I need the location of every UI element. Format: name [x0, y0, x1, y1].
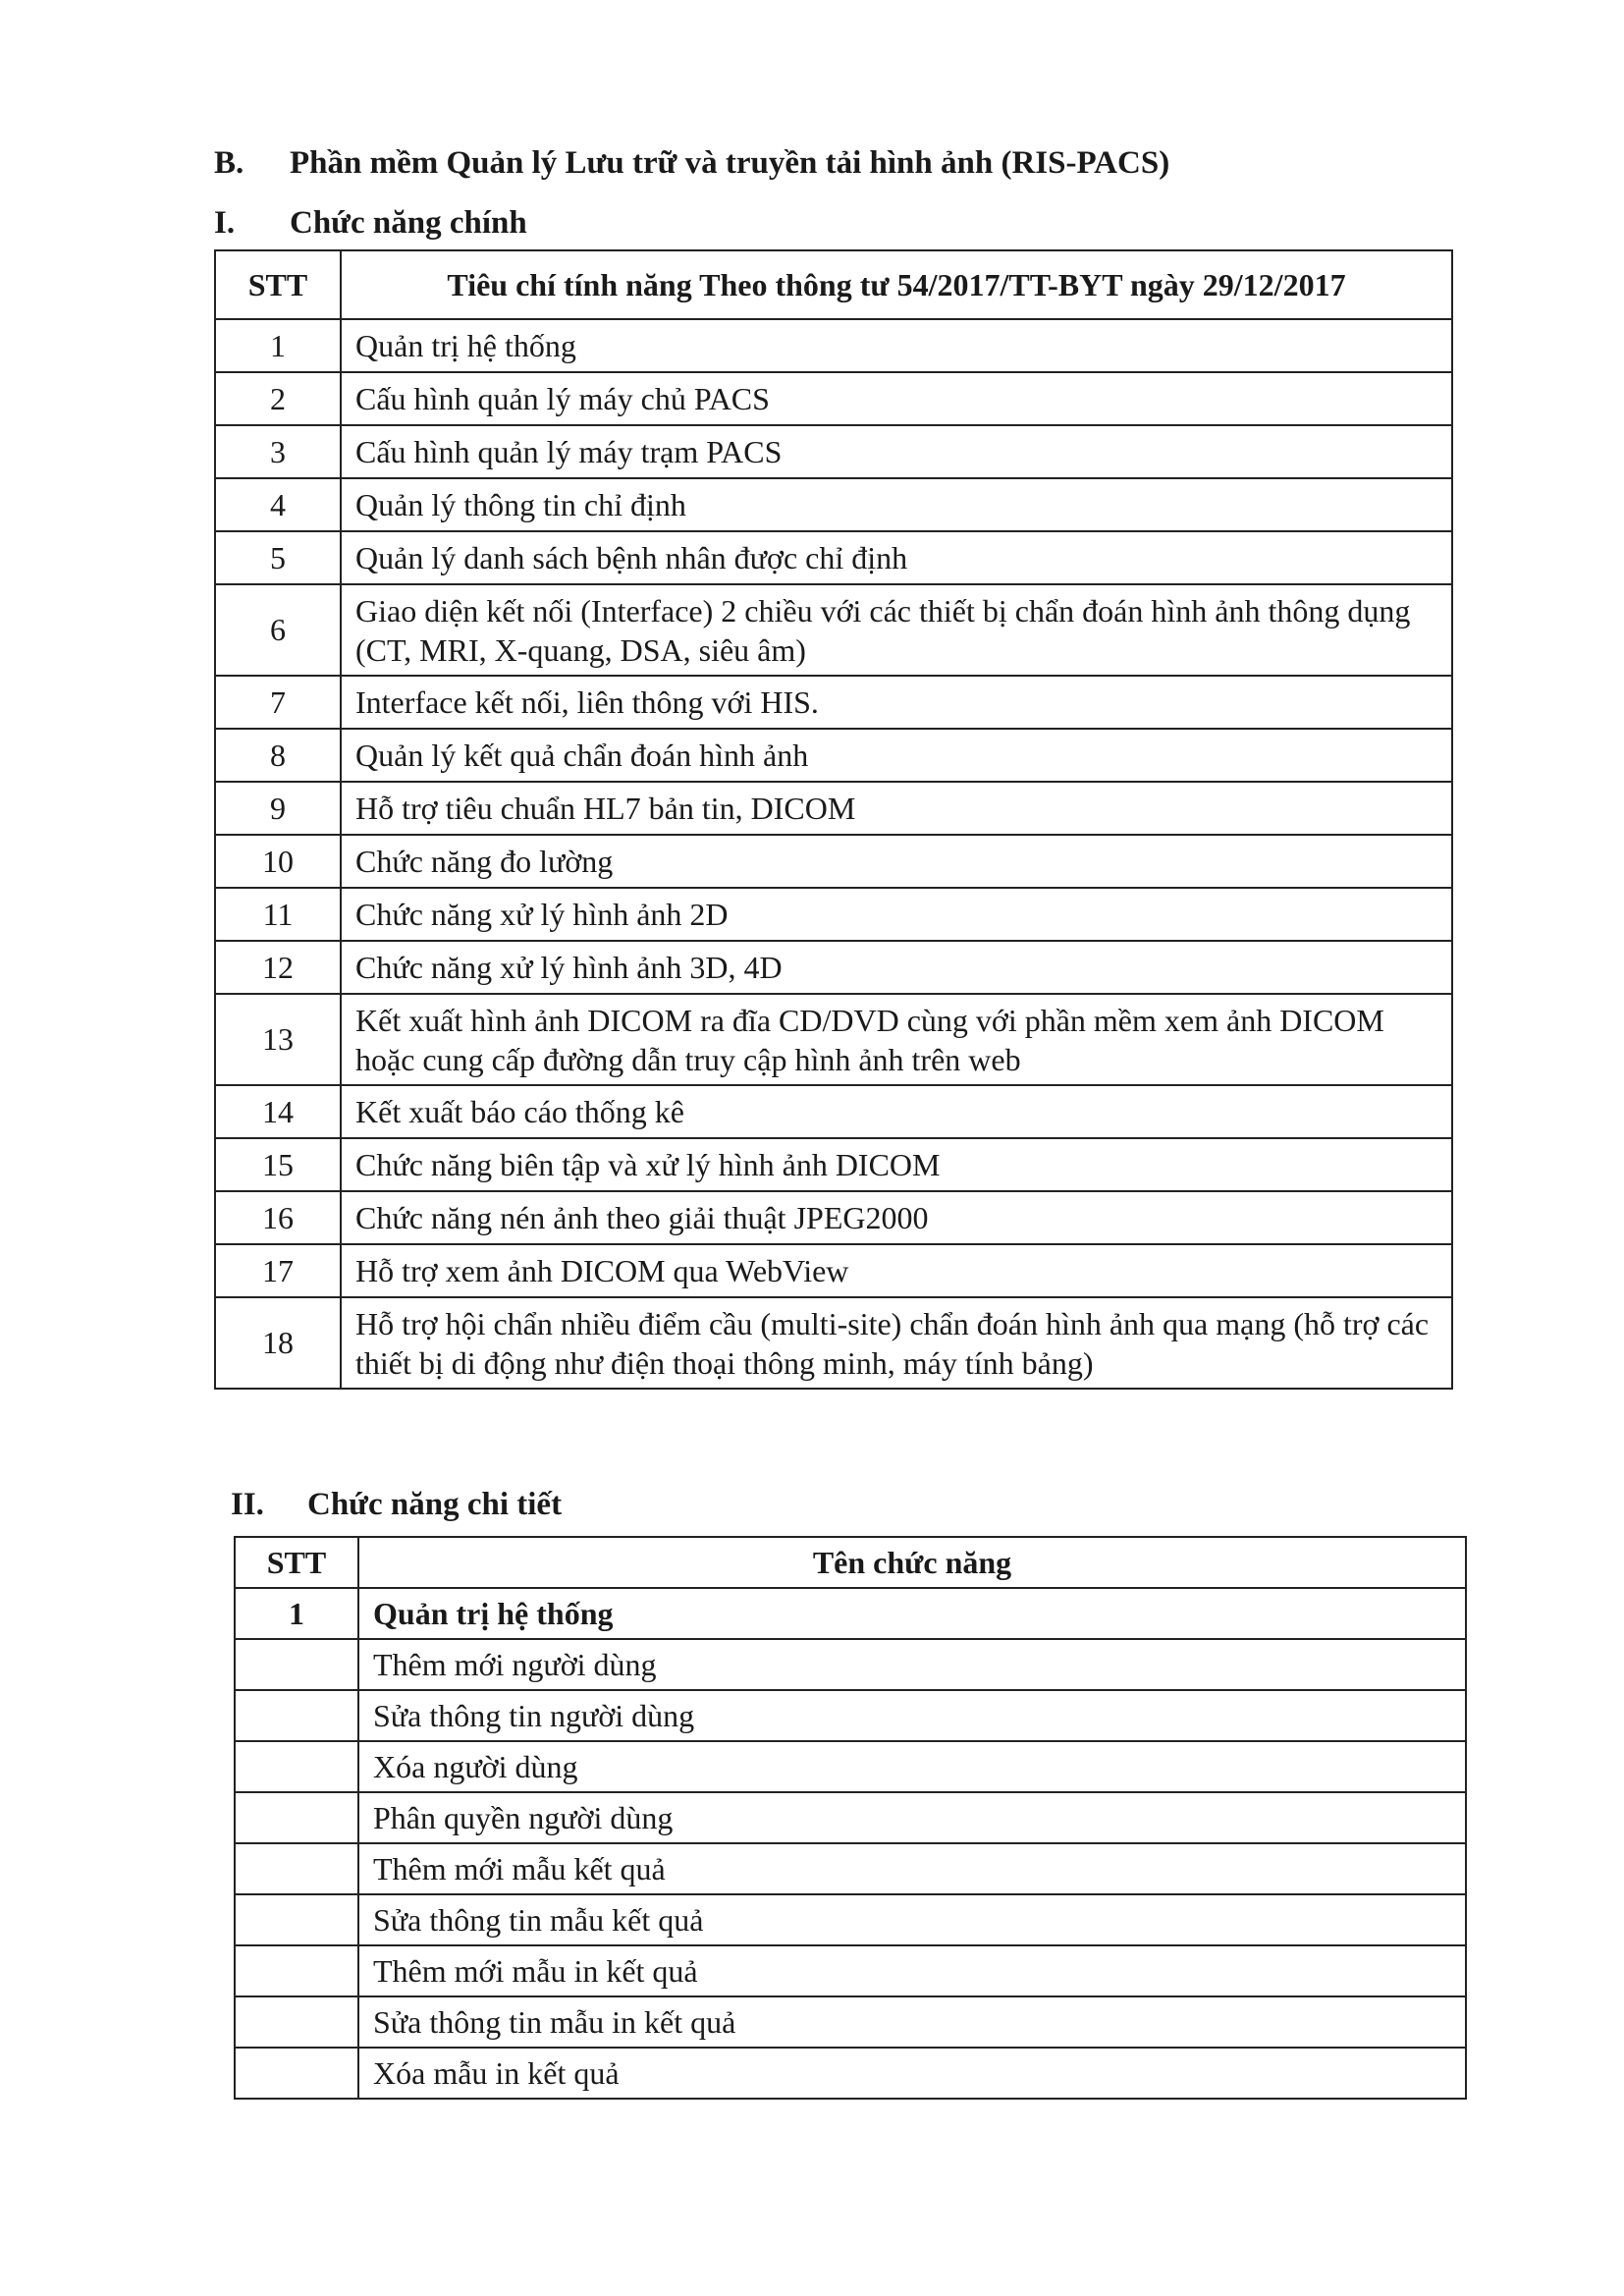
main-functions-table: [214, 249, 1453, 1390]
section-1-marker: I.: [214, 205, 236, 241]
main-row-criteria: Hỗ trợ hội chẩn nhiều điểm cầu (multi-site) chẩn đoán hình ảnh qua mạng (hỗ trợ các thiết bị di động như điện thoại thông minh, máy tính bảng): [341, 1297, 1452, 1389]
section-1-heading: [214, 205, 527, 242]
main-table-header-row: [215, 250, 1452, 319]
detail-table-row: [235, 1792, 1466, 1843]
detail-table-header-row: [235, 1537, 1466, 1588]
detail-table-header-stt: STT: [235, 1537, 358, 1588]
main-row-criteria: Quản trị hệ thống: [341, 319, 1452, 372]
detail-row-function: Thêm mới mẫu kết quả: [358, 1843, 1466, 1894]
main-row-criteria: Cấu hình quản lý máy trạm PACS: [341, 425, 1452, 478]
main-row-criteria: Quản lý thông tin chỉ định: [341, 478, 1452, 531]
detail-table-row: [235, 1945, 1466, 1996]
main-table-row: [215, 676, 1452, 729]
main-table-row: [215, 729, 1452, 782]
main-row-number: 18: [215, 1297, 341, 1389]
main-table-row: [215, 1085, 1452, 1138]
main-row-number: 2: [215, 372, 341, 425]
main-row-criteria: Hỗ trợ xem ảnh DICOM qua WebView: [341, 1244, 1452, 1297]
detail-row-function: Sửa thông tin mẫu in kết quả: [358, 1996, 1466, 2048]
detail-row-number: [235, 1741, 358, 1792]
main-table-header-stt: STT: [215, 250, 341, 319]
main-row-criteria: Chức năng xử lý hình ảnh 3D, 4D: [341, 941, 1452, 994]
detail-row-number: [235, 1792, 358, 1843]
detail-functions-table: [234, 1536, 1467, 2100]
main-row-criteria: Hỗ trợ tiêu chuẩn HL7 bản tin, DICOM: [341, 782, 1452, 835]
detail-table-row: [235, 1996, 1466, 2048]
detail-row-function: Phân quyền người dùng: [358, 1792, 1466, 1843]
main-row-number: 11: [215, 888, 341, 941]
main-table-row: [215, 1297, 1452, 1389]
main-row-criteria: Cấu hình quản lý máy chủ PACS: [341, 372, 1452, 425]
main-row-criteria: Chức năng biên tập và xử lý hình ảnh DICOM: [341, 1138, 1452, 1191]
main-table-row: [215, 835, 1452, 888]
main-table-row: [215, 1138, 1452, 1191]
main-row-criteria: Kết xuất hình ảnh DICOM ra đĩa CD/DVD cùng với phần mềm xem ảnh DICOM hoặc cung cấp đường dẫn truy cập hình ảnh trên web: [341, 994, 1452, 1085]
main-table-row: [215, 372, 1452, 425]
main-row-number: 4: [215, 478, 341, 531]
main-row-number: 13: [215, 994, 341, 1085]
detail-table-row: [235, 1843, 1466, 1894]
detail-table-row: [235, 2048, 1466, 2099]
detail-row-number: [235, 1894, 358, 1945]
detail-table-row: [235, 1639, 1466, 1690]
main-row-criteria: Interface kết nối, liên thông với HIS.: [341, 676, 1452, 729]
main-row-number: 3: [215, 425, 341, 478]
main-row-criteria: Quản lý kết quả chẩn đoán hình ảnh: [341, 729, 1452, 782]
section-b-title: Phần mềm Quản lý Lưu trữ và truyền tải hình ảnh (RIS-PACS): [290, 145, 1170, 181]
section-b-marker: B.: [214, 145, 244, 181]
main-row-number: 5: [215, 531, 341, 584]
detail-row-number: [235, 1843, 358, 1894]
main-row-number: 9: [215, 782, 341, 835]
main-row-number: 8: [215, 729, 341, 782]
main-row-number: 1: [215, 319, 341, 372]
detail-table-row: [235, 1690, 1466, 1741]
main-table-row: [215, 319, 1452, 372]
detail-row-number: [235, 1945, 358, 1996]
main-row-criteria: Chức năng nén ảnh theo giải thuật JPEG2000: [341, 1191, 1452, 1244]
section-2-title: Chức năng chi tiết: [307, 1487, 563, 1522]
main-table-row: [215, 1244, 1452, 1297]
detail-row-function: Sửa thông tin mẫu kết quả: [358, 1894, 1466, 1945]
main-row-number: 16: [215, 1191, 341, 1244]
main-table-row: [215, 425, 1452, 478]
detail-row-function: Xóa người dùng: [358, 1741, 1466, 1792]
main-table-row: [215, 994, 1452, 1085]
section-2-marker: II.: [231, 1487, 264, 1522]
main-row-criteria: Kết xuất báo cáo thống kê: [341, 1085, 1452, 1138]
main-row-criteria: Giao diện kết nối (Interface) 2 chiều với các thiết bị chẩn đoán hình ảnh thông dụng (CT, MRI, X-quang, DSA, siêu âm): [341, 584, 1452, 676]
main-row-criteria: Chức năng đo lường: [341, 835, 1452, 888]
main-table-row: [215, 478, 1452, 531]
main-row-number: 6: [215, 584, 341, 676]
main-table-row: [215, 1191, 1452, 1244]
main-row-criteria: Chức năng xử lý hình ảnh 2D: [341, 888, 1452, 941]
detail-group-row: [235, 1588, 1466, 1639]
main-row-number: 15: [215, 1138, 341, 1191]
main-row-number: 12: [215, 941, 341, 994]
section-1-title: Chức năng chính: [290, 205, 527, 241]
section-2-heading: [231, 1487, 562, 1523]
main-table-header-criteria: Tiêu chí tính năng Theo thông tư 54/2017/TT-BYT ngày 29/12/2017: [341, 250, 1452, 319]
detail-group-title: Quản trị hệ thống: [358, 1588, 1466, 1639]
detail-table-row: [235, 1894, 1466, 1945]
detail-table-header-name: Tên chức năng: [358, 1537, 1466, 1588]
detail-row-number: [235, 1690, 358, 1741]
main-row-number: 14: [215, 1085, 341, 1138]
main-table-row: [215, 584, 1452, 676]
detail-group-number: 1: [235, 1588, 358, 1639]
main-table-row: [215, 941, 1452, 994]
main-row-number: 17: [215, 1244, 341, 1297]
main-table-row: [215, 531, 1452, 584]
main-table-row: [215, 888, 1452, 941]
main-row-number: 10: [215, 835, 341, 888]
detail-row-function: Xóa mẫu in kết quả: [358, 2048, 1466, 2099]
main-table-row: [215, 782, 1452, 835]
main-row-number: 7: [215, 676, 341, 729]
detail-table-row: [235, 1741, 1466, 1792]
section-b-heading: [214, 145, 1169, 182]
detail-row-function: Thêm mới người dùng: [358, 1639, 1466, 1690]
detail-row-number: [235, 2048, 358, 2099]
detail-row-number: [235, 1996, 358, 2048]
detail-row-number: [235, 1639, 358, 1690]
detail-row-function: Thêm mới mẫu in kết quả: [358, 1945, 1466, 1996]
detail-row-function: Sửa thông tin người dùng: [358, 1690, 1466, 1741]
main-row-criteria: Quản lý danh sách bệnh nhân được chỉ định: [341, 531, 1452, 584]
